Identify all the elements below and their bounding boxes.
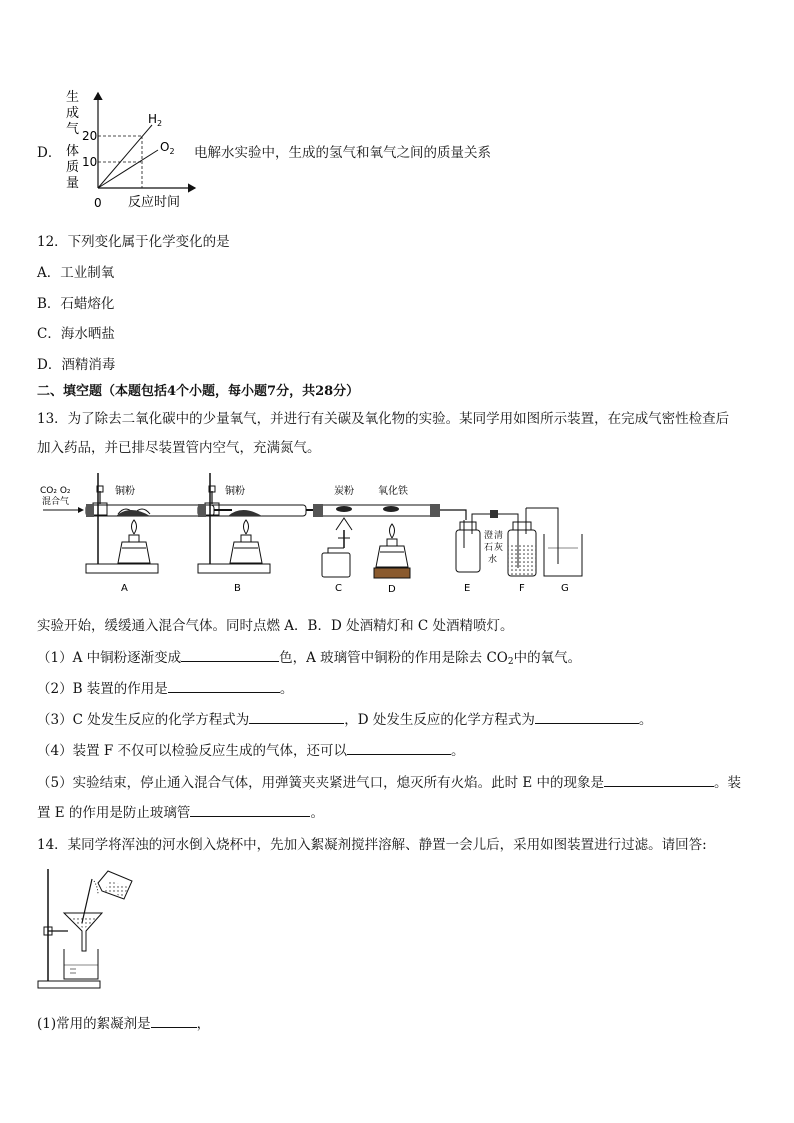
- inlet-label: CO₂ O₂: [40, 486, 71, 496]
- q13-part5: [37, 771, 741, 791]
- q13-part4: [37, 739, 465, 759]
- q14-p1-text-a: (1)常用的絮凝剂是: [37, 1016, 151, 1032]
- q13-p4-text-a: （4）装置 F 不仅可以检验反应生成的气体，还可以: [37, 743, 348, 759]
- limewater-char: 水: [488, 555, 498, 565]
- q13-part5-line2: [37, 801, 324, 821]
- option-d-text: 电解水实验中，生成的氢气和氧气之间的质量关系: [194, 145, 491, 161]
- q13-p3-text-b: ，D 处发生反应的化学方程式为: [344, 712, 535, 728]
- q13-p5-text-d: 。: [310, 805, 324, 821]
- q13-p1-text-b: 色，A 玻璃管中铜粉的作用是除去 CO: [279, 650, 508, 666]
- q13-p1-blank[interactable]: [181, 647, 279, 662]
- q13-p1-text-a: （1）A 中铜粉逐渐变成: [37, 650, 182, 666]
- y-label-char: 生: [66, 90, 80, 105]
- y-label-char: 气: [66, 122, 80, 137]
- label-d: D: [388, 584, 396, 595]
- x-axis-label: 反应时间: [128, 195, 181, 210]
- label-c: C: [335, 583, 342, 594]
- q12-stem: 12．下列变化属于化学变化的是: [37, 234, 230, 250]
- q14-part1: [37, 1012, 210, 1032]
- q13-stem-line1: 13．为了除去二氧化碳中的少量氧气，并进行有关碳及氧化物的实验。某同学用如图所示装置，在完成气密性检查后: [37, 411, 730, 427]
- tick-20: 20: [82, 129, 98, 143]
- o2-line: [98, 150, 158, 188]
- q13-p2-blank[interactable]: [168, 678, 280, 693]
- o2-label: $O_2$: [160, 140, 175, 156]
- q12-option-c: C．海水晒盐: [37, 326, 115, 342]
- q13-p5-blank-tube[interactable]: [190, 802, 310, 817]
- y-label-char: 量: [66, 176, 80, 191]
- y-label-char: 质: [66, 160, 80, 175]
- section-title: 二、填空题（本题包括4个小题，每小题7分，共28分）: [37, 384, 360, 399]
- copper-a-label: 铜粉: [115, 486, 135, 497]
- mass-time-graph: [60, 85, 200, 215]
- co2-subscript: 2: [507, 657, 514, 667]
- option-d-letter: D．: [37, 145, 62, 161]
- limewater-char: 灰: [494, 543, 504, 553]
- label-e: E: [464, 583, 471, 594]
- q14-p1-text-b: ，: [196, 1016, 211, 1032]
- q13-intro: 实验开始，缓缓通入混合气体。同时点燃 A．B．D 处酒精灯和 C 处酒精喷灯。: [37, 618, 514, 634]
- origin-label: 0: [94, 196, 102, 210]
- label-b: B: [234, 583, 241, 594]
- q14-p1-blank[interactable]: [151, 1013, 197, 1028]
- tick-10: 10: [82, 155, 98, 169]
- q12-option-a: A．工业制氧: [37, 265, 115, 281]
- q13-p2-text-b: 。: [279, 681, 294, 697]
- q13-p3-text-a: （3）C 处发生反应的化学方程式为: [37, 712, 250, 728]
- q13-p1-text-c: 中的氧气。: [513, 650, 582, 666]
- filtration-figure: [36, 865, 146, 993]
- q13-p3-text-c: 。: [638, 712, 653, 728]
- q12-option-d: D．酒精消毒: [37, 357, 116, 373]
- h2-label: $H_2$: [148, 112, 163, 128]
- q13-p3-blank-d[interactable]: [535, 709, 639, 724]
- limewater-char: 石: [484, 543, 494, 553]
- carbon-label: 炭粉: [334, 486, 354, 497]
- limewater-char: 清: [494, 531, 504, 541]
- h2-line: [98, 125, 152, 188]
- label-a: A: [121, 583, 128, 594]
- q12-option-b: B．石蜡熔化: [37, 296, 115, 312]
- q13-p5-blank-e[interactable]: [604, 772, 714, 787]
- apparatus-figure: [38, 468, 598, 600]
- limewater-char: 澄: [484, 531, 494, 541]
- q13-p5-text-a: （5）实验结束，停止通入混合气体，用弹簧夹夹紧进气口，熄灭所有火焰。此时 E 中的现象是: [37, 775, 605, 791]
- q13-part2: [37, 677, 293, 697]
- q13-stem-line2: 加入药品，并已排尽装置管内空气，充满氮气。: [37, 440, 321, 456]
- q13-p5-text-c: 置 E 的作用是防止玻璃管: [37, 805, 191, 821]
- q14-stem: 14．某同学将浑浊的河水倒入烧杯中，先加入絮凝剂搅拌溶解、静置一会儿后，采用如图装置进行过滤。请回答:: [37, 837, 707, 853]
- q13-p4-blank[interactable]: [347, 740, 451, 755]
- q13-p3-blank-c[interactable]: [249, 709, 344, 724]
- y-label-char: 体: [66, 144, 80, 159]
- q13-p5-text-b: 。装: [714, 775, 742, 791]
- iron-oxide-label: 氧化铁: [378, 486, 408, 497]
- label-g: G: [561, 583, 569, 594]
- q13-p4-text-b: 。: [451, 743, 465, 759]
- q13-p2-text-a: （2）B 装置的作用是: [37, 681, 168, 697]
- label-f: F: [519, 583, 525, 594]
- q13-part1: [37, 646, 581, 667]
- inlet-label-2: 混合气: [42, 497, 70, 507]
- copper-b-label: 铜粉: [225, 486, 245, 497]
- y-label-char: 成: [66, 106, 80, 121]
- q13-part3: [37, 708, 652, 728]
